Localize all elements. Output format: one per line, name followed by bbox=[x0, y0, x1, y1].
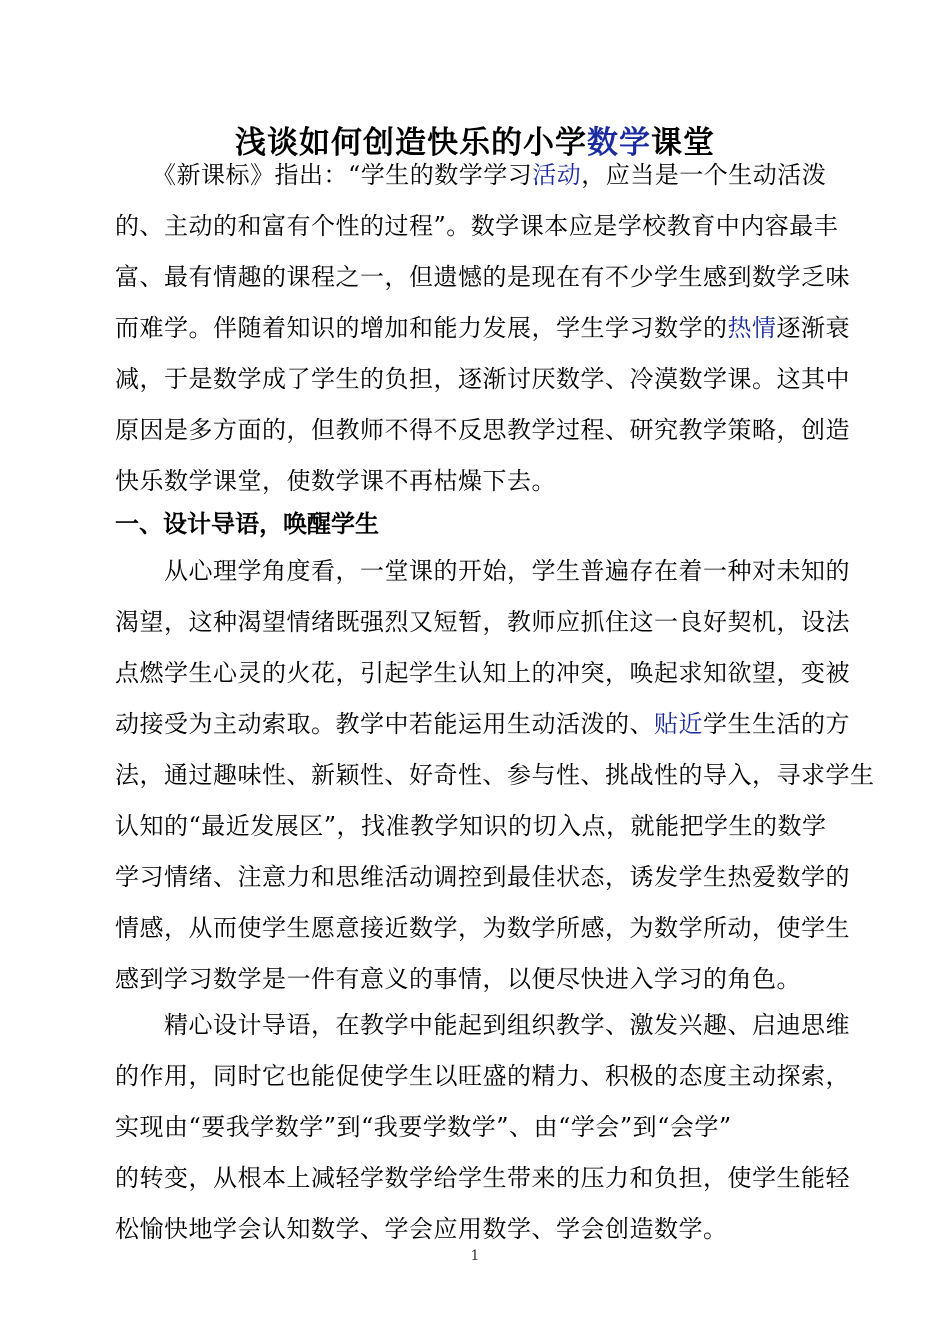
text-line bbox=[115, 201, 860, 252]
text-run: 的作用，同时它也能促使学生以旺盛的精力、积极的态度主动探索， bbox=[115, 1062, 850, 1090]
text-run: 感到学习数学是一件有意义的事情，以便尽快进入学习的角色。 bbox=[115, 965, 801, 993]
text-line bbox=[115, 405, 860, 456]
text-run: 原因是多方面的，但教师不得不反思教学过程、研究教学策略，创造 bbox=[115, 416, 850, 444]
page-number: 1 bbox=[470, 1248, 480, 1264]
text-run: 情感，从而使学生愿意接近数学，为数学所感，为数学所动，使学生 bbox=[115, 914, 850, 942]
text-run: 实现由“要我学数学”到“我要学数学”、由“学会”到“会学” bbox=[115, 1113, 732, 1141]
section1-paragraph-1 bbox=[115, 546, 875, 1005]
title-part-highlight: 数学 bbox=[587, 124, 651, 161]
text-run: 富、最有情趣的课程之一，但遗憾的是现在有不少学生感到数学乏味 bbox=[115, 263, 850, 291]
text-run: 学生生活的方 bbox=[703, 710, 850, 738]
text-run: 《新课标》指出：“学生的数学学习 bbox=[115, 161, 533, 189]
text-run: 逐渐衰 bbox=[776, 314, 850, 342]
text-line bbox=[115, 852, 860, 903]
highlighted-term: 贴近 bbox=[654, 710, 703, 738]
text-run: 动接受为主动索取。教学中若能运用生动活泼的、 bbox=[115, 710, 654, 738]
text-run: 精心设计导语，在教学中能起到组织教学、激发兴趣、启迪思维 bbox=[115, 1011, 850, 1039]
text-run: ，应当是一个生动活泼 bbox=[581, 161, 827, 189]
text-line bbox=[115, 801, 860, 852]
section1-paragraph-2 bbox=[115, 1000, 860, 1255]
text-line bbox=[115, 903, 860, 954]
text-line bbox=[115, 648, 860, 699]
text-run: 认知的“最近发展区”，找准教学知识的切入点，就能把学生的数学 bbox=[115, 812, 827, 840]
text-run: 而难学。伴随着知识的增加和能力发展，学生学习数学的 bbox=[115, 314, 728, 342]
text-run: 渴望，这种渴望情绪既强烈又短暂，教师应抓住这一良好契机，设法 bbox=[115, 608, 850, 636]
text-run: 法，通过趣味性、新颖性、好奇性、参与性、挑战性的导入，寻求学生 bbox=[115, 761, 875, 789]
text-line bbox=[115, 354, 860, 405]
highlighted-term: 活动 bbox=[532, 161, 582, 189]
text-line bbox=[115, 546, 860, 597]
text-run: 学习情绪、注意力和思维活动调控到最佳状态，诱发学生热爱数学的 bbox=[115, 863, 850, 891]
text-run: 松愉快地学会认知数学、学会应用数学、学会创造数学。 bbox=[115, 1215, 728, 1243]
text-line bbox=[115, 750, 875, 801]
text-line bbox=[115, 954, 860, 1005]
text-run: 快乐数学课堂，使数学课不再枯燥下去。 bbox=[115, 467, 556, 495]
text-line bbox=[115, 597, 860, 648]
highlighted-term: 热情 bbox=[727, 314, 777, 342]
text-line bbox=[115, 1102, 860, 1153]
text-line bbox=[115, 303, 860, 354]
section-heading: 一、设计导语，唤醒学生 bbox=[115, 510, 379, 538]
text-run: 减，于是数学成了学生的负担，逐渐讨厌数学、冷漠数学课。这其中 bbox=[115, 365, 850, 393]
text-line bbox=[115, 1051, 860, 1102]
title-part-3: 课堂 bbox=[651, 124, 715, 161]
text-run: 点燃学生心灵的火花，引起学生认知上的冲突，唤起求知欲望，变被 bbox=[115, 659, 850, 687]
intro-paragraph bbox=[115, 150, 860, 507]
text-line bbox=[115, 1153, 860, 1204]
text-line bbox=[115, 699, 860, 750]
text-line bbox=[115, 150, 860, 201]
text-run: 的转变，从根本上减轻学数学给学生带来的压力和负担，使学生能轻 bbox=[115, 1164, 850, 1192]
text-run: 的、主动的和富有个性的过程”。数学课本应是学校教育中内容最丰 bbox=[115, 212, 839, 240]
title-part-1: 浅谈如何创造快乐的小学 bbox=[235, 124, 587, 161]
text-line bbox=[115, 1000, 860, 1051]
text-run: 从心理学角度看，一堂课的开始，学生普遍存在着一种对未知的 bbox=[115, 557, 850, 585]
text-line bbox=[115, 252, 860, 303]
